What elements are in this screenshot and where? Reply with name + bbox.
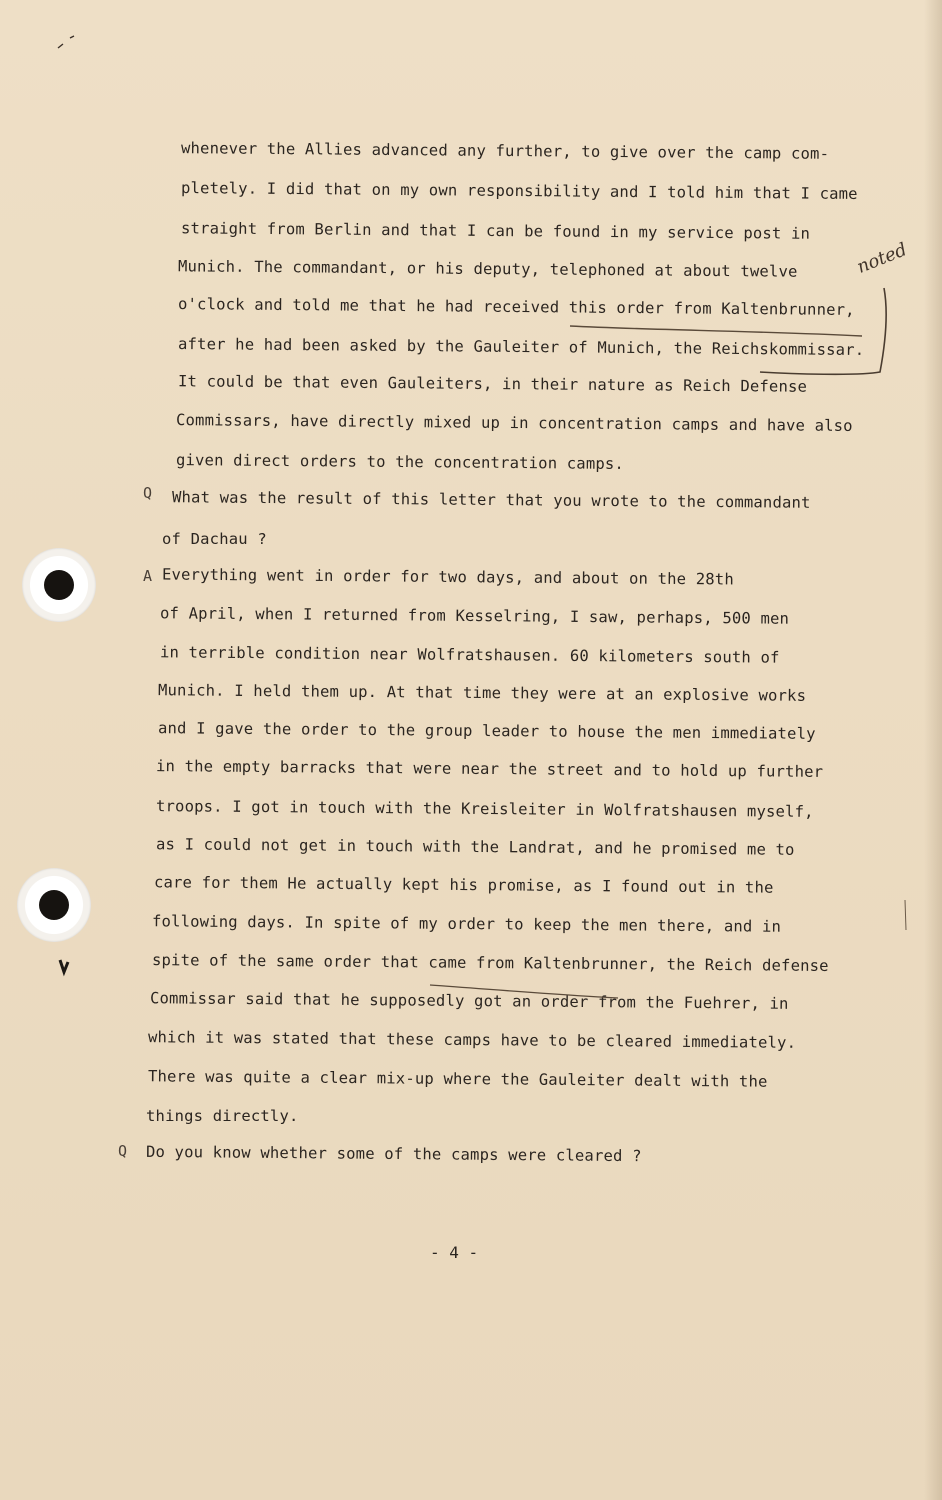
text-line-18: troops. I got in touch with the Kreisleiter in Wolfratshausen myself, bbox=[155, 797, 814, 821]
text-line-8: Commissars, have directly mixed up in concentration camps and have also bbox=[175, 411, 853, 435]
text-line-24: which it was stated that these camps have to be cleared immediately. bbox=[147, 1028, 797, 1052]
text-line-20: care for them He actually kept his promise, as I found out in the bbox=[153, 873, 774, 897]
text-line-3: straight from Berlin and that I can be found in my service post in bbox=[180, 219, 811, 243]
text-line-15: Munich. I held them up. At that time they were at an explosive works bbox=[157, 681, 807, 705]
question-marker-1: Q bbox=[143, 484, 153, 502]
text-line-14: in terrible condition near Wolfratshausen. 60 kilometers south of bbox=[159, 643, 780, 667]
text-line-21: following days. In spite of my order to keep the men there, and in bbox=[151, 912, 782, 936]
text-line-23: Commissar said that he supposedly got an order from the Fuehrer, in bbox=[149, 989, 789, 1013]
answer-marker-1: A bbox=[143, 567, 153, 585]
margin-note: noted bbox=[853, 239, 910, 278]
text-line-11: of Dachau ? bbox=[162, 530, 267, 548]
text-line-25: There was quite a clear mix-up where the Gauleiter dealt with the bbox=[147, 1067, 768, 1091]
text-line-12: Everything went in order for two days, and about on the 28th bbox=[161, 565, 734, 589]
text-line-6: after he had been asked by the Gauleiter of Munich, the Reichskommissar. bbox=[177, 335, 865, 359]
text-line-1: whenever the Allies advanced any further, to give over the camp com- bbox=[180, 139, 830, 163]
text-line-7: It could be that even Gauleiters, in their nature as Reich Defense bbox=[177, 372, 808, 396]
text-line-5: o'clock and told me that he had received this order from Kaltenbrunner, bbox=[177, 295, 855, 319]
page-number: - 4 - bbox=[430, 1243, 479, 1262]
text-line-13: of April, when I returned from Kesselring, I saw, perhaps, 500 men bbox=[159, 604, 790, 628]
text-line-19: as I could not get in touch with the Landrat, and he promised me to bbox=[155, 835, 795, 859]
text-line-22: spite of the same order that came from Kaltenbrunner, the Reich defense bbox=[151, 951, 829, 975]
text-line-17: in the empty barracks that were near the street and to hold up further bbox=[155, 757, 824, 781]
text-line-27: Do you know whether some of the camps were cleared ? bbox=[145, 1142, 642, 1166]
text-line-2: pletely. I did that on my own responsibility and I told him that I came bbox=[180, 179, 858, 203]
text-line-4: Munich. The commandant, or his deputy, telephoned at about twelve bbox=[177, 257, 798, 281]
text-line-26: things directly. bbox=[146, 1107, 299, 1125]
text-line-10: What was the result of this letter that you wrote to the commandant bbox=[171, 488, 811, 512]
text-line-9: given direct orders to the concentration camps. bbox=[175, 451, 625, 473]
question-marker-2: Q bbox=[118, 1142, 128, 1160]
text-line-16: and I gave the order to the group leader to house the men immediately bbox=[157, 719, 816, 743]
